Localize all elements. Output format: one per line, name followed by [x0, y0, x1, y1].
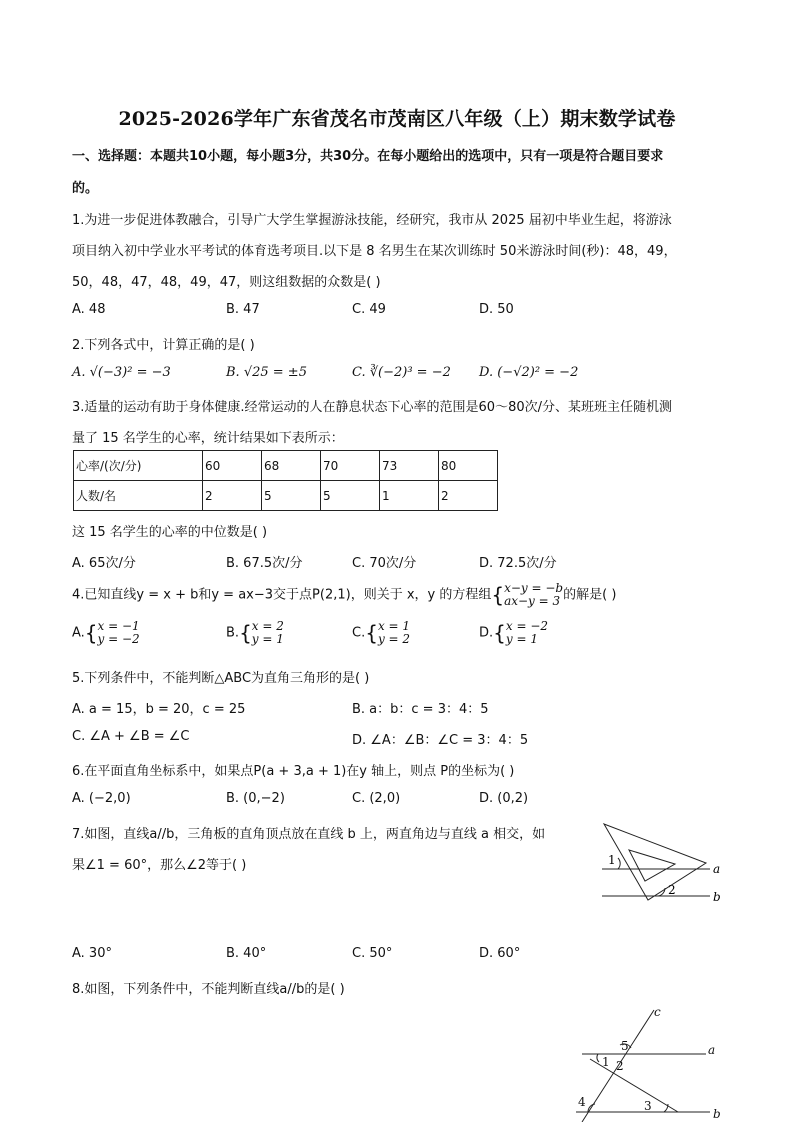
q2-stem: 2.下列各式中，计算正确的是( )	[72, 338, 255, 353]
q4-option-c[interactable]	[352, 620, 410, 646]
line-b-label: b	[713, 890, 721, 904]
table-cell: 5	[321, 481, 380, 511]
q1-option-c[interactable]: C. 49	[352, 302, 386, 317]
angle-1-arc	[597, 1054, 599, 1062]
q1-option-a[interactable]: A. 48	[72, 302, 106, 317]
angle-1-arc	[618, 858, 620, 869]
brace-icon: {	[493, 621, 506, 645]
q7-option-b[interactable]: B. 40°	[226, 946, 267, 961]
table-cell: 80	[439, 451, 498, 481]
table-cell: 73	[380, 451, 439, 481]
line-a-label: a	[713, 862, 721, 876]
table-row	[74, 451, 498, 481]
q3-option-b[interactable]: B. 67.5次/分	[226, 556, 303, 571]
q6-option-b[interactable]: B. (0,−2)	[226, 791, 285, 806]
brace-icon: {	[491, 583, 505, 607]
heart-rate-table	[73, 450, 498, 511]
table-cell: 2	[203, 481, 262, 511]
set-square-outer	[604, 824, 706, 900]
q5-option-c[interactable]: C. ∠A + ∠B = ∠C	[72, 729, 190, 744]
q3-question: 这 15 名学生的心率的中位数是( )	[72, 525, 268, 540]
q3-line2: 量了 15 名学生的心率，统计结果如下表所示：	[72, 431, 344, 446]
label-b: b	[713, 1107, 721, 1121]
label-3: 3	[644, 1099, 652, 1113]
system-top: x = 2	[251, 619, 284, 633]
q3-option-c[interactable]: C. 70次/分	[352, 556, 417, 571]
q4-system-bottom: ax−y = 3	[504, 594, 561, 608]
option-system	[378, 620, 410, 646]
q4-option-a[interactable]	[72, 620, 140, 646]
q2-option-d[interactable]: D. (−√2)² = −2	[479, 365, 579, 380]
option-system	[506, 620, 548, 646]
q7-figure	[596, 818, 732, 910]
q2-option-c[interactable]: C. ∛(−2)³ = −2	[352, 365, 451, 380]
q4-stem-end: 的解是( )	[563, 587, 617, 603]
q6-stem: 6.在平面直角坐标系中，如果点P(a + 3,a + 1)在y 轴上，则点 P的坐标为( )	[72, 764, 515, 779]
q4-option-d[interactable]	[479, 620, 548, 646]
q1-option-d[interactable]: D. 50	[479, 302, 514, 317]
brace-icon: {	[84, 621, 98, 645]
table-cell: 70	[321, 451, 380, 481]
option-label: D.	[479, 625, 494, 641]
system-bottom: y = −2	[97, 632, 140, 646]
brace-icon: {	[239, 621, 252, 645]
table-cell: 68	[262, 451, 321, 481]
label-2: 2	[616, 1059, 624, 1073]
system-top: x = −2	[505, 619, 549, 633]
q7-option-d[interactable]: D. 60°	[479, 946, 521, 961]
q1-line2: 项目纳入初中学业水平考试的体育选考项目.以下是 8 名男生在某次训练时 50米游泳时间(秒)：48，49，	[72, 244, 677, 259]
table-cell: 60	[203, 451, 262, 481]
angle-2-label: 2	[668, 883, 676, 897]
q7-line2: 果∠1 = 60°，那么∠2等于( )	[72, 858, 247, 873]
option-system	[98, 620, 140, 646]
label-4: 4	[578, 1095, 586, 1109]
q6-option-d[interactable]: D. (0,2)	[479, 791, 529, 806]
angle-2-arc	[658, 888, 665, 896]
table-cell: 2	[439, 481, 498, 511]
q4-option-b[interactable]	[226, 620, 284, 646]
label-5: 5	[621, 1039, 629, 1053]
q3-line1: 3.适量的运动有助于身体健康.经常运动的人在静息状态下心率的范围是60～80次/分、某班班主任随机测	[72, 400, 673, 415]
q4-system	[504, 582, 563, 608]
q1-line3: 50，48，47，48，49，47，则这组数据的众数是( )	[72, 275, 381, 290]
page-title: 2025-2026学年广东省茂名市茂南区八年级（上）期末数学试卷	[118, 108, 676, 130]
set-square-inner	[629, 850, 675, 881]
option-label: B.	[226, 625, 240, 641]
option-system	[252, 620, 284, 646]
section-heading: 一、选择题：本题共10小题，每小题3分，共30分。在每小题给出的选项中，只有一项是符合题目要求	[72, 149, 664, 164]
option-label: A.	[72, 625, 85, 641]
q5-option-b[interactable]: B. a：b：c = 3：4：5	[352, 702, 489, 717]
q1-line1: 1.为进一步促进体教融合，引导广大学生掌握游泳技能，经研究，我市从 2025 届初中毕业生起，将游泳	[72, 213, 672, 228]
q3-option-d[interactable]: D. 72.5次/分	[479, 556, 557, 571]
table-row	[74, 481, 498, 511]
q8-stem: 8.如图，下列条件中，不能判断直线a//b的是( )	[72, 982, 345, 997]
system-bottom: y = 1	[251, 632, 284, 646]
q4-stem	[72, 582, 616, 608]
q7-option-c[interactable]: C. 50°	[352, 946, 393, 961]
q8-figure	[570, 1004, 730, 1122]
q4-system-top: x−y = −b	[504, 581, 564, 595]
q5-option-d[interactable]: D. ∠A：∠B：∠C = 3：4：5	[352, 733, 529, 748]
option-label: C.	[352, 625, 366, 641]
q7-line1: 7.如图，直线a//b，三角板的直角顶点放在直线 b 上，两直角边与直线 a 相交，如	[72, 827, 546, 842]
q1-option-b[interactable]: B. 47	[226, 302, 260, 317]
q5-stem: 5.下列条件中，不能判断△ABC为直角三角形的是( )	[72, 671, 370, 686]
q6-option-c[interactable]: C. (2,0)	[352, 791, 401, 806]
table-cell: 人数/名	[74, 481, 203, 511]
q5-option-a[interactable]: A. a = 15，b = 20，c = 25	[72, 702, 246, 717]
q6-option-a[interactable]: A. (−2,0)	[72, 791, 131, 806]
q7-option-a[interactable]: A. 30°	[72, 946, 112, 961]
q4-stem-text: 4.已知直线y = x + b和y = ax−3交于点P(2,1)，则关于 x，y 的方程组	[72, 587, 492, 603]
section-heading-cont: 的。	[72, 181, 99, 196]
label-a: a	[708, 1043, 716, 1057]
system-bottom: y = 2	[377, 632, 411, 646]
label-c: c	[654, 1005, 661, 1019]
q2-option-a[interactable]: A. √(−3)² = −3	[72, 365, 171, 380]
system-top: x = 1	[377, 619, 411, 633]
table-cell: 5	[262, 481, 321, 511]
table-cell: 1	[380, 481, 439, 511]
system-bottom: y = 1	[505, 632, 538, 646]
q2-option-b[interactable]: B. √25 = ±5	[226, 365, 307, 380]
system-top: x = −1	[97, 619, 140, 633]
table-cell: 心率/(次/分)	[74, 451, 203, 481]
angle-1-label: 1	[608, 853, 616, 867]
label-1: 1	[602, 1055, 610, 1069]
brace-icon: {	[365, 621, 378, 645]
q3-option-a[interactable]: A. 65次/分	[72, 556, 136, 571]
